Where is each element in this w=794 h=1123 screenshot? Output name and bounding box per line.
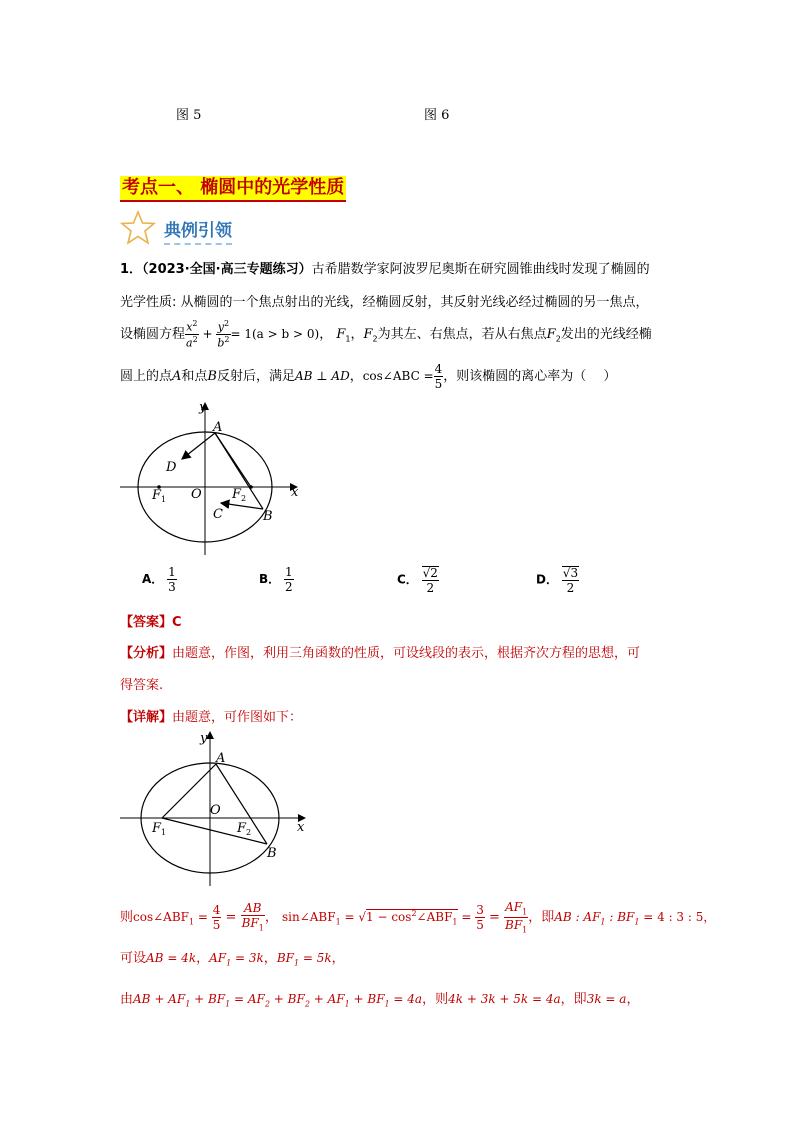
F2-label-2: F bbox=[237, 821, 247, 836]
star-icon bbox=[120, 210, 156, 246]
problem-line-4 bbox=[120, 356, 616, 396]
analysis-text-1: 由题意，作图，利用三角函数的性质，可设线段的表示，根据齐次方程的思想，可 bbox=[172, 646, 641, 661]
ellipse-diagram-1 bbox=[115, 395, 315, 560]
B-label-2: B bbox=[267, 846, 277, 861]
eq-y: y bbox=[217, 321, 224, 334]
solution-line-1: 则$\cos\angle ABF_1$ = $\frac{4}{5}$ = $\frac{AB}{BF_1}$ ， $\sin\angle ABF_1 = √1$ − $\cos^2\angle ABF_1$ = $\frac{3}{5}$ = $\frac{AF_1}{BF_1}$ ，即AB : $AF_1$ : $BF_1 = 4$ : 3 : 5， bbox=[120, 899, 716, 935]
D-label: D bbox=[166, 460, 177, 475]
B-symbol: B bbox=[207, 369, 217, 384]
F1-label: F bbox=[152, 488, 162, 503]
eq-x: x bbox=[186, 321, 193, 334]
analysis-line-2: 得答案. bbox=[120, 678, 164, 693]
cos-den: 5 bbox=[434, 377, 443, 391]
analysis-tag: 【分析】 bbox=[120, 646, 173, 661]
B-label: B bbox=[263, 509, 273, 524]
choice-C-den: 2 bbox=[426, 581, 435, 595]
detail-text: 由题意，可作图如下： bbox=[172, 710, 303, 725]
sol1-pre: 则 bbox=[120, 910, 134, 925]
problem-line-1 bbox=[120, 258, 650, 277]
sol3-expr3: 3k = a bbox=[586, 992, 627, 1006]
sol1-tail: ，即 bbox=[528, 910, 555, 925]
x-label: x bbox=[291, 485, 299, 500]
y-label-2: y bbox=[200, 731, 208, 746]
problem-source: （2023·全国·高三专题练习） bbox=[142, 262, 312, 277]
figure-6-caption: 图 6 bbox=[424, 108, 450, 123]
problem-line-2: 光学性质: 从椭圆的一个焦点射出的光线，经椭圆反射，其反射光线必经过椭圆的另一焦点， bbox=[120, 295, 649, 310]
segment-F2A bbox=[215, 433, 251, 487]
sol3-end: ，即 bbox=[560, 992, 587, 1007]
cos-fraction bbox=[434, 363, 444, 390]
problem-text-4d: ， bbox=[349, 369, 363, 384]
sol2-af1: AF bbox=[209, 951, 227, 965]
answer-tag: 【答案】 bbox=[120, 615, 173, 630]
A-label-2: A bbox=[216, 751, 226, 766]
answer-line bbox=[120, 611, 182, 630]
sol1-cos: cos∠ABF bbox=[133, 910, 189, 924]
choice-B-den: 2 bbox=[284, 580, 293, 594]
sol3-pre: 由 bbox=[120, 992, 134, 1007]
sol3-expr1: AB + $AF_1 + BF_1 = AF_2 + BF_2 + AF_1 + BF_1 = 4a$ bbox=[133, 992, 423, 1009]
F2-point bbox=[249, 485, 253, 489]
equation-y-fraction: $\frac{y^2}{b^2}$ bbox=[217, 319, 230, 350]
F2-symbol: F bbox=[363, 327, 373, 342]
choice-B[interactable] bbox=[259, 566, 294, 593]
choice-A[interactable] bbox=[142, 566, 177, 593]
section-title: 考点一、 椭圆中的光学性质 bbox=[120, 176, 346, 202]
problem-text-4e: ，则该椭圆的离心率为（ ） bbox=[443, 369, 617, 384]
O-label: O bbox=[191, 487, 202, 502]
eq-a: a bbox=[186, 336, 193, 350]
choice-A-label: A． bbox=[142, 572, 164, 586]
F1-sub: 1 bbox=[161, 495, 167, 504]
A-label: A bbox=[213, 420, 223, 435]
detail-line bbox=[120, 706, 302, 725]
problem-text-4c: 反射后，满足 bbox=[216, 369, 295, 384]
sol1-mid: ， bbox=[264, 910, 278, 925]
problem-text-3a: 设椭圆方程 bbox=[120, 327, 186, 342]
sol2-bf1: BF bbox=[276, 951, 294, 965]
choice-C[interactable] bbox=[397, 566, 439, 594]
F1-sub-2: 1 bbox=[161, 828, 167, 837]
choice-C-label: C． bbox=[397, 572, 418, 587]
problem-text-4a: 圆上的点 bbox=[120, 369, 173, 384]
segment-BC bbox=[221, 503, 263, 509]
choice-D[interactable] bbox=[536, 566, 579, 594]
answer-value: C bbox=[172, 615, 182, 630]
choice-A-num: 1 bbox=[168, 565, 176, 579]
analysis-line-1 bbox=[120, 642, 640, 661]
C-label: C bbox=[213, 507, 223, 522]
choice-D-den: 2 bbox=[566, 581, 575, 595]
choice-D-label: D． bbox=[536, 572, 558, 587]
x-label-2: x bbox=[297, 820, 305, 835]
segment-AF1-2 bbox=[162, 764, 216, 818]
problem-text-1: 古希腊数学家阿波罗尼奥斯在研究圆锥曲线时发现了椭圆的 bbox=[311, 262, 650, 277]
choice-D-num: √3 bbox=[562, 566, 579, 580]
F2-sub: 2 bbox=[241, 494, 247, 503]
eq-b: b bbox=[217, 336, 225, 350]
sol2-pre: 可设 bbox=[120, 951, 147, 966]
F2-symbol-2: F bbox=[546, 327, 556, 342]
y-label: y bbox=[199, 400, 207, 415]
example-label: 典例引领 bbox=[164, 216, 232, 245]
sol2-ab: AB = 4k bbox=[146, 951, 197, 965]
solution-line-3: 由AB + $AF_1 + BF_1 = AF_2 + BF_2 + AF_1 + BF_1 = 4a$，则4k + 3k + 5k = 4a，即3k = a， bbox=[120, 992, 640, 1009]
A-symbol: A bbox=[172, 369, 182, 384]
sol1-ratio: AB : AF bbox=[554, 910, 601, 924]
problem-text-4b: 和点 bbox=[181, 369, 208, 384]
F1-label-2: F bbox=[152, 821, 162, 836]
sol1-sqrt: 1 − cos bbox=[366, 910, 412, 924]
sol1-ratio2: : BF bbox=[605, 910, 635, 924]
figure-5-caption: 图 5 bbox=[176, 108, 202, 123]
F2-label: F bbox=[232, 487, 242, 502]
sol2-af1-val: = 3k bbox=[231, 951, 264, 965]
sol1-ratio3: = 4 : 3 : 5， bbox=[639, 910, 716, 924]
sol3-expr2: 4k + 3k + 5k = 4a bbox=[448, 992, 561, 1006]
cos-lhs: cos∠ABC = bbox=[362, 369, 434, 383]
O-label-2: O bbox=[210, 803, 221, 818]
problem-line-3: 设椭圆方程 $\frac{x^2}{a^2}$ + $\frac{y^2}{b^2}$ = 1(a > b > 0)， $F_1$，$F_2$为其左、右焦点，若从右焦点$F_2$发出的光线经椭 bbox=[120, 319, 652, 350]
equation-rhs: = 1(a > b > 0) bbox=[230, 327, 320, 341]
F2-sub-2: 2 bbox=[246, 828, 252, 837]
equation-x-fraction: $\frac{x^2}{a^2}$ bbox=[186, 319, 198, 350]
segment-AD bbox=[182, 433, 215, 459]
problem-number: 1． bbox=[120, 262, 143, 277]
sol1-sin: sin∠ABF bbox=[281, 910, 336, 924]
detail-tag: 【详解】 bbox=[120, 710, 173, 725]
sol3-mid: ，则 bbox=[422, 992, 449, 1007]
sol1-eq: = bbox=[194, 910, 212, 924]
segment-F1B-2 bbox=[162, 818, 267, 844]
sol2-bf1-val: = 5k bbox=[299, 951, 332, 965]
cos-num: 4 bbox=[434, 362, 443, 376]
F1-symbol: F bbox=[336, 327, 346, 342]
choice-B-num: 1 bbox=[284, 565, 293, 579]
problem-text-3c: 为其左、右焦点，若从右焦点 bbox=[377, 327, 547, 342]
choice-A-den: 3 bbox=[168, 580, 176, 594]
solution-line-2: 可设AB = 4k，$AF_1 = 3k$，$BF_1 = 5k$， bbox=[120, 951, 345, 968]
choice-C-num: √2 bbox=[422, 566, 438, 580]
ellipse-diagram-2 bbox=[115, 726, 315, 891]
problem-text-3d: 发出的光线经椭 bbox=[560, 327, 652, 342]
choice-B-label: B． bbox=[259, 572, 281, 586]
perp-condition: AB ⊥ AD bbox=[295, 369, 350, 383]
problem-text-3b: ， bbox=[319, 327, 333, 342]
